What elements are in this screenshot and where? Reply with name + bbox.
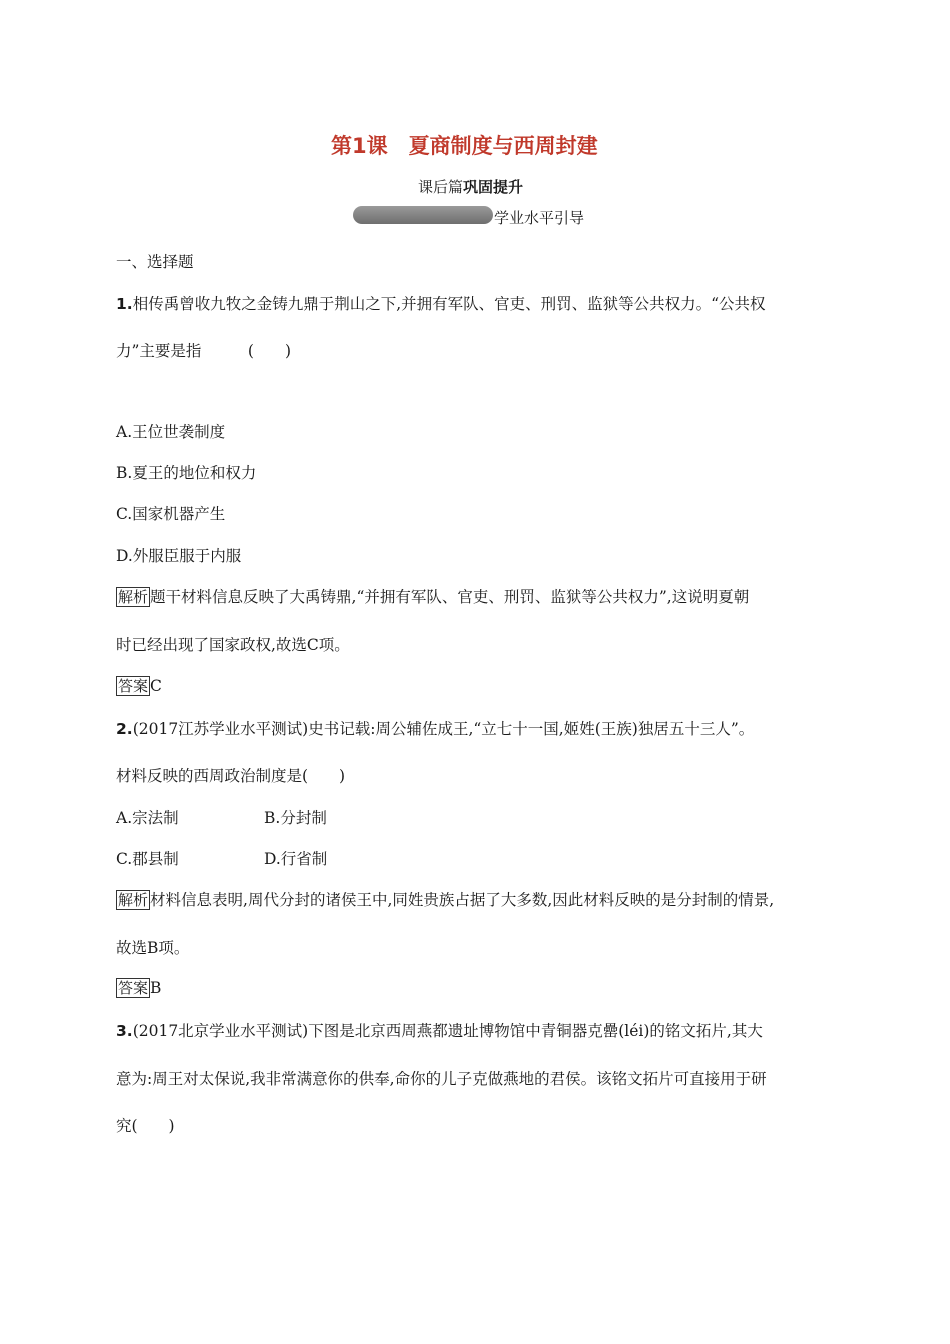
q3-stem-text: (2017北京学业水平测试)下图是北京西周燕都遗址博物馆中青铜器克罍(léi)的铭文拓片,其大 <box>132 1022 763 1040</box>
q2-analysis <box>116 888 774 910</box>
q2-analysis-line2: 故选B项。 <box>116 939 190 957</box>
q2-option-a: A.宗法制 <box>116 809 179 827</box>
section-bar-decoration <box>353 206 493 224</box>
q1-option-d: D.外服臣服于内服 <box>116 547 242 565</box>
q1-analysis <box>116 585 749 607</box>
q2-stem-text: (2017江苏学业水平测试)史书记载:周公辅佐成王,“立七十一国,姬姓(王族)独居五十三人”。 <box>132 720 755 738</box>
page-subtitle <box>418 176 523 197</box>
q2-line2: 材料反映的西周政治制度是( ) <box>116 767 346 785</box>
page-title: 第1课 夏商制度与西周封建 <box>331 134 598 158</box>
q2-number: 2. <box>116 720 133 738</box>
q2-analysis-text: 材料信息表明,周代分封的诸侯王中,同姓贵族占据了大多数,因此材料反映的是分封制的情景, <box>150 891 775 909</box>
analysis-tag: 解析 <box>118 891 149 909</box>
q1-answer-value: C <box>150 677 162 695</box>
q2-option-d: D.行省制 <box>264 850 328 868</box>
q1-stem-text: 相传禹曾收九牧之金铸九鼎于荆山之下,并拥有军队、官吏、刑罚、监狱等公共权力。“公共权 <box>132 295 766 313</box>
q2-option-b: B.分封制 <box>264 809 327 827</box>
analysis-tag: 解析 <box>118 588 149 606</box>
q1-number: 1. <box>116 295 133 313</box>
q1-line2: 力”主要是指 ( ) <box>116 342 292 360</box>
q1-line1 <box>116 292 766 314</box>
q1-option-a: A.王位世袭制度 <box>116 423 226 441</box>
section-heading: 一、选择题 <box>116 253 194 271</box>
q2-answer-value: B <box>150 979 162 997</box>
q2-line1 <box>116 717 754 739</box>
q1-analysis-line2: 时已经出现了国家政权,故选C项。 <box>116 636 350 654</box>
q3-number: 3. <box>116 1022 133 1040</box>
q3-line2: 意为:周王对太保说,我非常满意你的供奉,命你的儿子克做燕地的君侯。该铭文拓片可直接用于研 <box>116 1070 767 1088</box>
q1-answer <box>116 675 162 696</box>
q1-analysis-text: 题干材料信息反映了大禹铸鼎,“并拥有军队、官吏、刑罚、监狱等公共权力”,这说明夏朝 <box>150 588 750 606</box>
answer-tag: 答案 <box>118 979 149 997</box>
subtitle-prefix: 课后篇 <box>418 178 464 196</box>
answer-tag: 答案 <box>118 677 149 695</box>
q1-option-b: B.夏王的地位和权力 <box>116 464 257 482</box>
q2-answer <box>116 977 161 998</box>
q1-option-c: C.国家机器产生 <box>116 505 226 523</box>
section-label: 学业水平引导 <box>494 209 585 227</box>
q3-line1 <box>116 1019 763 1041</box>
q2-option-c: C.郡县制 <box>116 850 179 868</box>
subtitle-bold: 巩固提升 <box>463 178 524 196</box>
q3-line3: 究( ) <box>116 1117 175 1135</box>
